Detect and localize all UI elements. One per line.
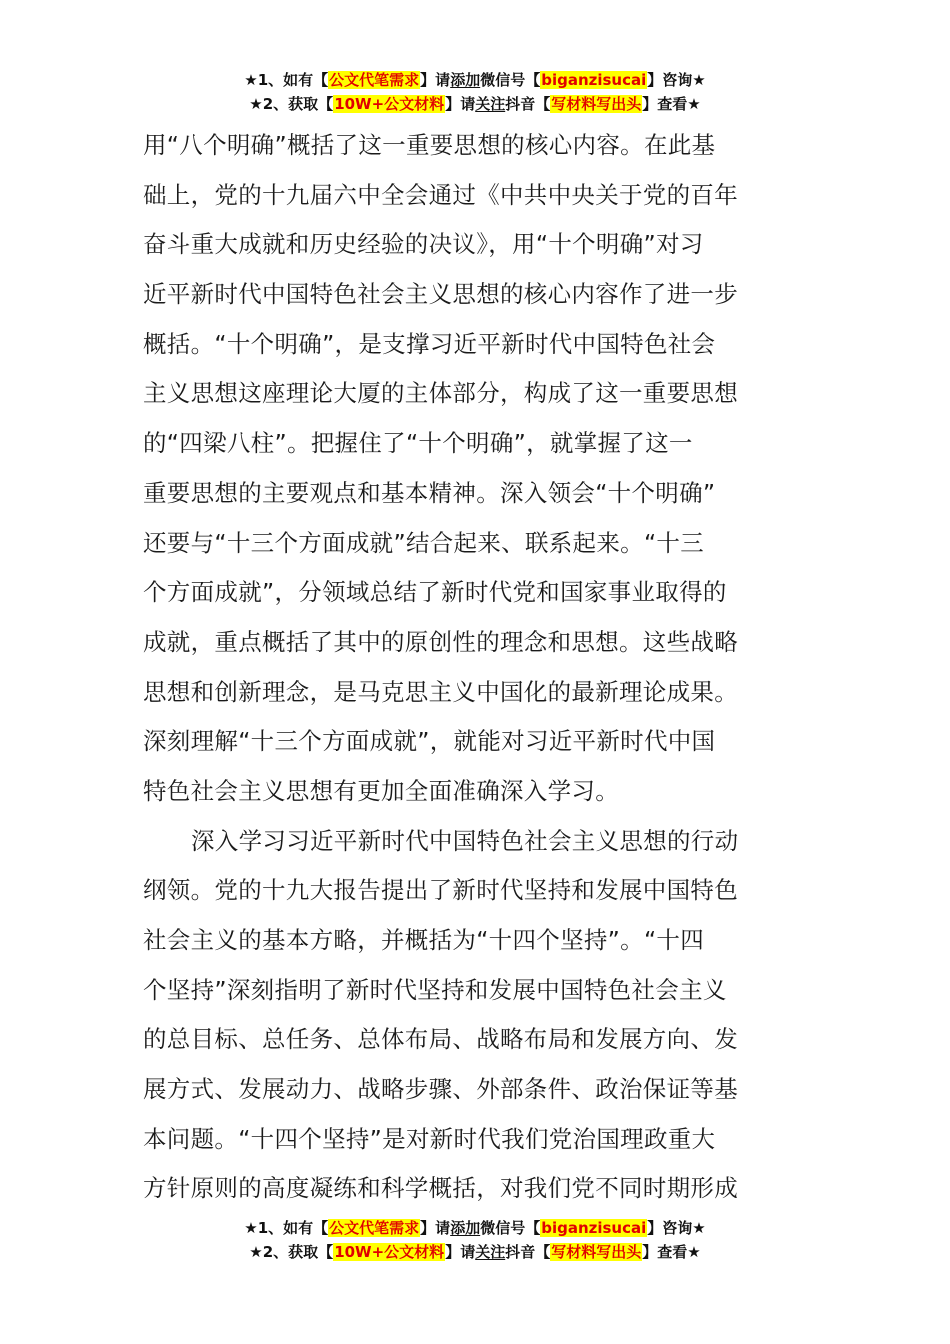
body-line: 纲领。党的十九大报告提出了新时代坚持和发展中国特色 bbox=[143, 876, 738, 905]
header-banner bbox=[0, 68, 950, 116]
banner-line-2: ★2、获取【10W+公文材料】请关注抖音【写材料写出头】查看★ bbox=[249, 1243, 701, 1261]
body-line: 展方式、发展动力、战略步骤、外部条件、政治保证等基 bbox=[143, 1075, 738, 1104]
body-line: 近平新时代中国特色社会主义思想的核心内容作了进一步 bbox=[143, 280, 738, 309]
body-line: 的“四梁八柱”。把握住了“十个明确”，就掌握了这一 bbox=[143, 429, 693, 458]
paragraph-start-line: 深入学习习近平新时代中国特色社会主义思想的行动 bbox=[191, 826, 739, 855]
body-line: 本问题。“十四个坚持”是对新时代我们党治国理政重大 bbox=[143, 1124, 716, 1153]
body-line: 的总目标、总任务、总体布局、战略布局和发展方向、发 bbox=[143, 1025, 738, 1054]
highlight-douyin-account: 写材料写出头 bbox=[551, 1243, 642, 1261]
body-line: 特色社会主义思想有更加全面准确深入学习。 bbox=[143, 776, 619, 805]
highlight-wechat-id: biganzisucai bbox=[541, 71, 647, 89]
body-line: 个坚持”深刻指明了新时代坚持和发展中国特色社会主义 bbox=[143, 975, 727, 1004]
body-line: 思想和创新理念，是马克思主义中国化的最新理论成果。 bbox=[143, 677, 738, 706]
banner-line-2: ★2、获取【10W+公文材料】请关注抖音【写材料写出头】查看★ bbox=[249, 95, 701, 113]
highlight-douyin-account: 写材料写出头 bbox=[551, 95, 642, 113]
highlight-materials: 10W+公文材料 bbox=[334, 95, 445, 113]
highlight-materials: 10W+公文材料 bbox=[334, 1243, 445, 1261]
highlight-writing-service: 公文代笔需求 bbox=[329, 1219, 420, 1237]
body-line: 成就，重点概括了其中的原创性的理念和思想。这些战略 bbox=[143, 627, 738, 656]
document-body bbox=[143, 121, 808, 1214]
body-line: 重要思想的主要观点和基本精神。深入领会“十个明确” bbox=[143, 478, 716, 507]
body-line: 用“八个明确”概括了这一重要思想的核心内容。在此基 bbox=[143, 131, 716, 159]
footer-banner bbox=[0, 1216, 950, 1264]
body-line: 概括。“十个明确”，是支撑习近平新时代中国特色社会 bbox=[143, 329, 716, 358]
body-line: 社会主义的基本方略，并概括为“十四个坚持”。“十四 bbox=[143, 926, 705, 954]
body-line: 深刻理解“十三个方面成就”，就能对习近平新时代中国 bbox=[143, 727, 716, 756]
highlight-writing-service: 公文代笔需求 bbox=[329, 71, 420, 89]
body-line: 还要与“十三个方面成就”结合起来、联系起来。“十三 bbox=[143, 528, 705, 557]
banner-line-1: ★1、如有【公文代笔需求】请添加微信号【biganzisucai】咨询★ bbox=[244, 71, 706, 89]
body-line: 奋斗重大成就和历史经验的决议》，用“十个明确”对习 bbox=[143, 230, 704, 259]
body-line: 主义思想这座理论大厦的主体部分，构成了这一重要思想 bbox=[143, 379, 738, 408]
body-line: 方针原则的高度凝练和科学概括，对我们党不同时期形成 bbox=[143, 1174, 738, 1203]
highlight-wechat-id: biganzisucai bbox=[541, 1219, 647, 1237]
body-line: 础上，党的十九届六中全会通过《中共中央关于党的百年 bbox=[143, 180, 738, 209]
body-line: 个方面成就”，分领域总结了新时代党和国家事业取得的 bbox=[143, 578, 727, 607]
banner-line-1: ★1、如有【公文代笔需求】请添加微信号【biganzisucai】咨询★ bbox=[244, 1219, 706, 1237]
